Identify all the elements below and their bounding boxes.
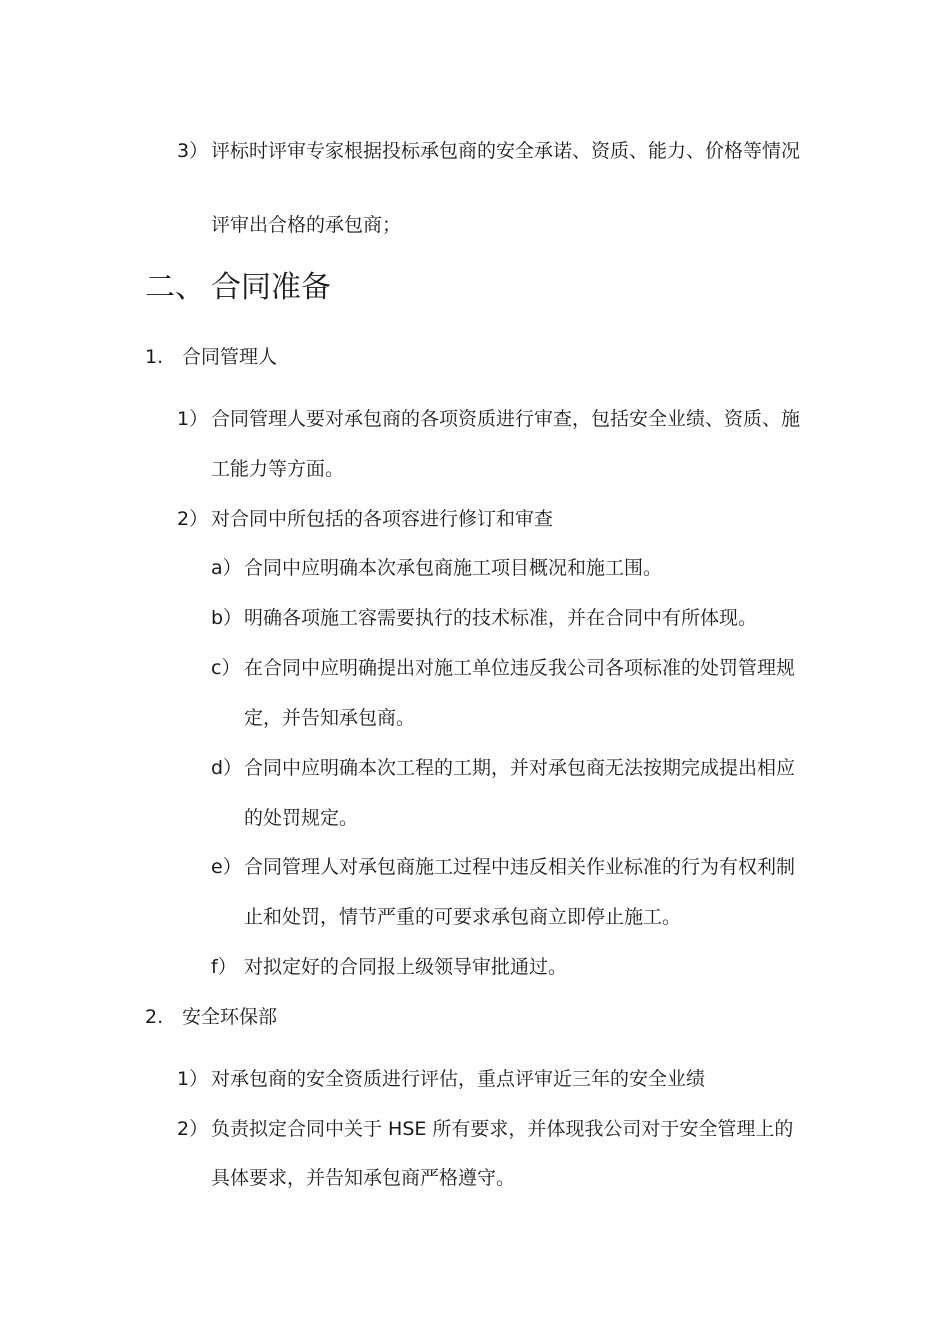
list-item-line: 止和处罚，情节严重的可要求承包商立即停止施工。 [244, 906, 682, 928]
list-marker: 2） [177, 508, 209, 530]
list-item-line: 合同管理人要对承包商的各项资质进行审查，包括安全业绩、资质、施 [211, 408, 801, 430]
list-marker: 1） [177, 1068, 209, 1090]
list-item-line: 对拟定好的合同报上级领导审批通过。 [244, 956, 568, 978]
list-item-line: 定，并告知承包商。 [244, 707, 416, 729]
list-item-line: 明确各项施工容需要执行的技术标准，并在合同中有所体现。 [244, 607, 758, 629]
subsection-title: 安全环保部 [182, 1006, 278, 1028]
list-item-line: 工能力等方面。 [211, 458, 345, 480]
list-marker: f） [211, 956, 237, 978]
list-item-line: 对承包商的安全资质进行评估，重点评审近三年的安全业绩 [211, 1068, 706, 1090]
list-item-line: 的处罚规定。 [244, 807, 359, 829]
list-marker: e） [211, 856, 242, 878]
list-marker: a） [211, 557, 242, 579]
section-heading-number: 二、 [145, 270, 205, 305]
list-marker: 2） [177, 1118, 209, 1140]
section-heading-title: 合同准备 [211, 270, 331, 305]
list-item-line: 合同中应明确本次工程的工期，并对承包商无法按期完成提出相应 [244, 757, 796, 779]
list-marker: b） [211, 607, 243, 629]
list-item-line: 具体要求，并告知承包商严格遵守。 [211, 1167, 516, 1189]
list-marker: 1） [177, 408, 209, 430]
list-marker: 3） [177, 140, 209, 162]
subsection-number: 2. [145, 1006, 164, 1028]
paragraph-line: 评审出合格的承包商； [211, 214, 402, 236]
list-item-line: 在合同中应明确提出对施工单位违反我公司各项标准的处罚管理规 [244, 657, 796, 679]
subsection-number: 1. [145, 346, 164, 368]
list-item-line: 合同管理人对承包商施工过程中违反相关作业标准的行为有权利制 [244, 856, 796, 878]
list-item-line: 合同中应明确本次承包商施工项目概况和施工围。 [244, 557, 663, 579]
list-marker: c） [211, 657, 241, 679]
list-item-line: 负责拟定合同中关于 HSE 所有要求，并体现我公司对于安全管理上的 [211, 1118, 794, 1140]
list-item-line: 对合同中所包括的各项容进行修订和审查 [211, 508, 554, 530]
paragraph-line: 评标时评审专家根据投标承包商的安全承诺、资质、能力、价格等情况 [211, 140, 801, 162]
subsection-title: 合同管理人 [182, 346, 278, 368]
list-marker: d） [211, 757, 243, 779]
